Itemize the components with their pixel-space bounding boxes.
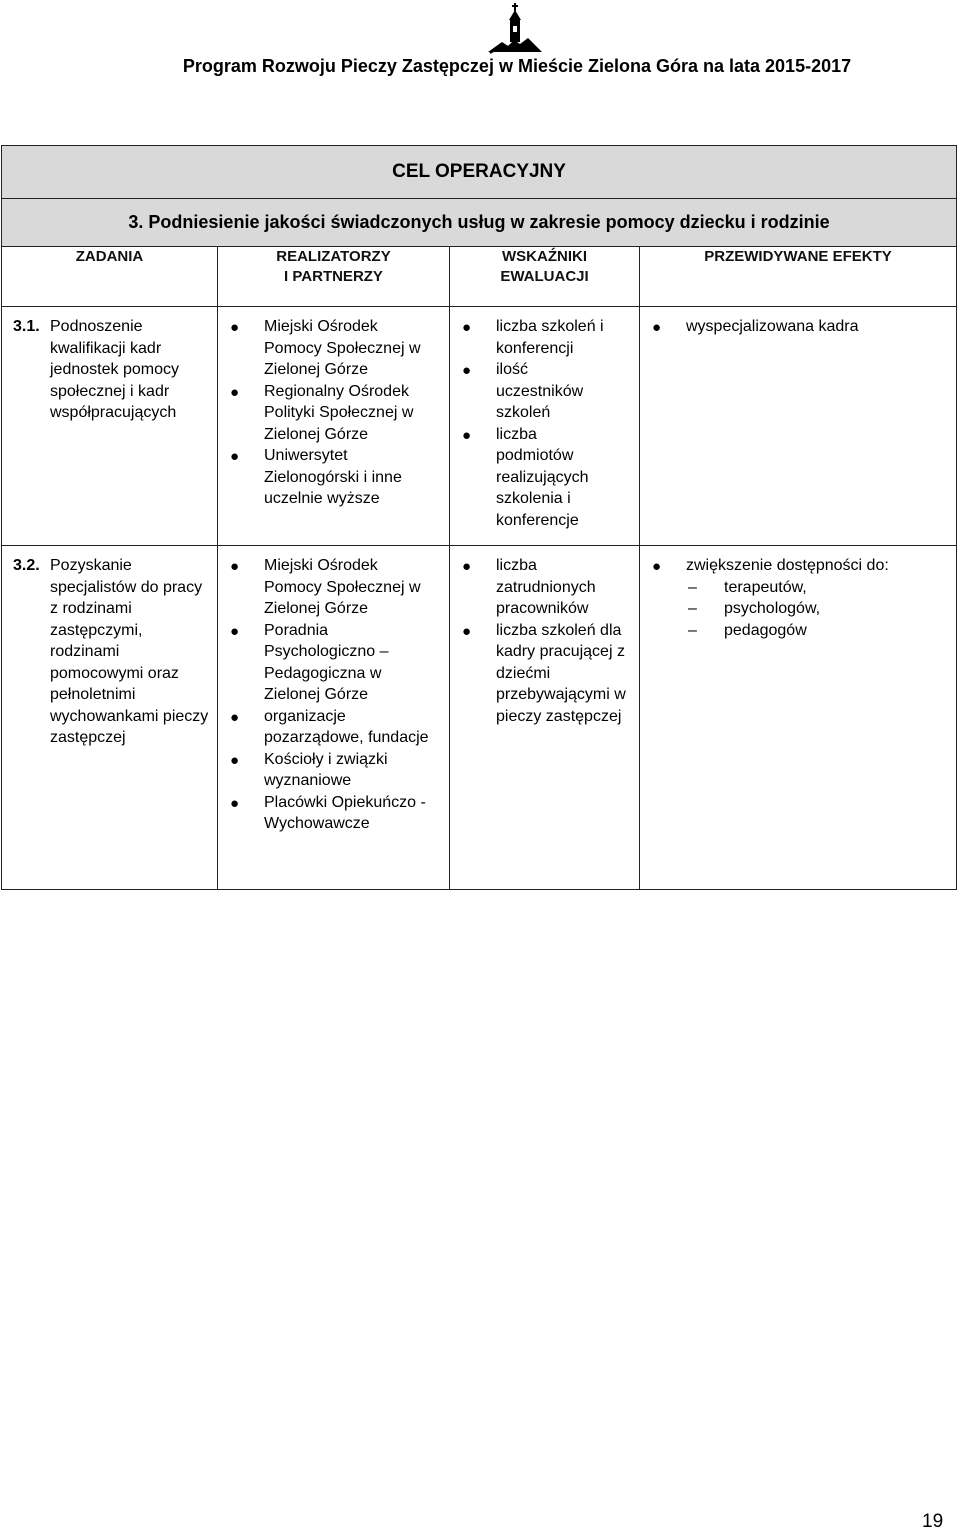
list-item: ● liczba zatrudnionych pracowników — [462, 557, 596, 617]
dash-icon: – — [688, 578, 697, 596]
list-item: ● Uniwersytet Zielonogórski i inne uczelnie wyższe — [230, 447, 402, 507]
goal-table — [1, 145, 957, 890]
list-item: ● wyspecjalizowana kadra — [686, 316, 952, 338]
table-row — [2, 307, 957, 546]
task-cell — [2, 307, 218, 546]
effects-cell — [640, 307, 957, 546]
operational-goal-label: CEL OPERACYJNY — [2, 146, 957, 199]
indicators-cell — [450, 546, 640, 890]
list-item: ● organizacje pozarządowe, fundacje — [230, 707, 429, 746]
list-item: ● Kościoły i związki wyznaniowe — [230, 750, 388, 789]
header-partners: REALIZATORZY I PARTNERZY — [218, 247, 450, 307]
bullet-icon: ● — [230, 383, 240, 401]
effects-cell — [640, 546, 957, 890]
bullet-icon: ● — [462, 319, 472, 336]
list-item: ● ilość uczestników szkoleń — [462, 361, 584, 421]
dash-icon: – — [688, 621, 697, 639]
bullet-icon: ● — [462, 426, 472, 444]
header-effects: PRZEWIDYWANE EFEKTY — [640, 247, 957, 307]
church-tower-icon — [486, 2, 544, 54]
dash-icon: – — [688, 600, 697, 617]
list-item: ● liczba szkoleń dla kadry pracującej z dziećmi przebywającymi w pieczy zastępczej — [462, 621, 626, 725]
goal-title: 3. Podniesienie jakości świadczonych usług w zakresie pomocy dziecku i rodzinie — [2, 199, 957, 247]
bullet-icon: ● — [230, 751, 240, 769]
header-indicators: WSKAŹNIKI EWALUACJI — [450, 247, 640, 307]
bullet-icon: ● — [652, 319, 662, 336]
bullet-icon: ● — [652, 558, 662, 575]
list-item: ● Miejski Ośrodek Pomocy Społecznej w Zielonej Górze — [230, 318, 421, 378]
list-item: ● Poradnia Psychologiczno – Pedagogiczna w Zielonej Górze — [230, 621, 389, 703]
list-item: ● Miejski Ośrodek Pomocy Społecznej w Zielonej Górze — [230, 557, 421, 617]
partners-cell — [218, 307, 450, 546]
bullet-icon: ● — [230, 319, 240, 336]
list-item: ● zwiększenie dostępności do: – terapeutów, – psychologów, – pedagogów — [686, 555, 952, 641]
list-item: ● Regionalny Ośrodek Polityki Społecznej w Zielonej Górze — [230, 382, 414, 443]
task-cell — [2, 546, 218, 890]
bullet-icon: ● — [230, 622, 240, 640]
header-tasks: ZADANIA — [2, 247, 218, 307]
task-number: 3.2. — [13, 557, 40, 574]
table-row — [2, 546, 957, 890]
list-item: ● liczba podmiotów realizujących szkolenia i konferencje — [462, 425, 589, 529]
task-number: 3.1. — [13, 318, 40, 335]
partners-cell — [218, 546, 450, 890]
list-item: – psychologów, — [724, 598, 952, 620]
effect-sublist — [686, 577, 952, 642]
bullet-icon: ● — [462, 558, 472, 575]
bullet-icon: ● — [462, 362, 472, 379]
list-item: ● Placówki Opiekuńczo - Wychowawcze — [230, 793, 426, 832]
bullet-icon: ● — [230, 794, 240, 812]
document-title: Program Rozwoju Pieczy Zastępczej w Mieście Zielona Góra na lata 2015-2017 — [182, 56, 852, 76]
indicators-cell — [450, 307, 640, 546]
task-text: Pozyskanie specjalistów do pracy z rodzinami zastępczymi, rodzinami pomocowymi oraz pełnoletnimi wychowankami pieczy zastępczej — [50, 557, 209, 746]
task-text: Podnoszenie kwalifikacji kadr jednostek pomocy społecznej i kadr współpracujących — [50, 318, 179, 421]
page-number: 19 — [922, 1511, 944, 1532]
list-item: – terapeutów, — [724, 577, 952, 599]
list-item: – pedagogów — [724, 620, 952, 642]
list-item: ● liczba szkoleń i konferencji — [462, 318, 604, 357]
bullet-icon: ● — [230, 558, 240, 575]
bullet-icon: ● — [230, 708, 240, 726]
bullet-icon: ● — [462, 622, 472, 640]
bullet-icon: ● — [230, 448, 240, 465]
